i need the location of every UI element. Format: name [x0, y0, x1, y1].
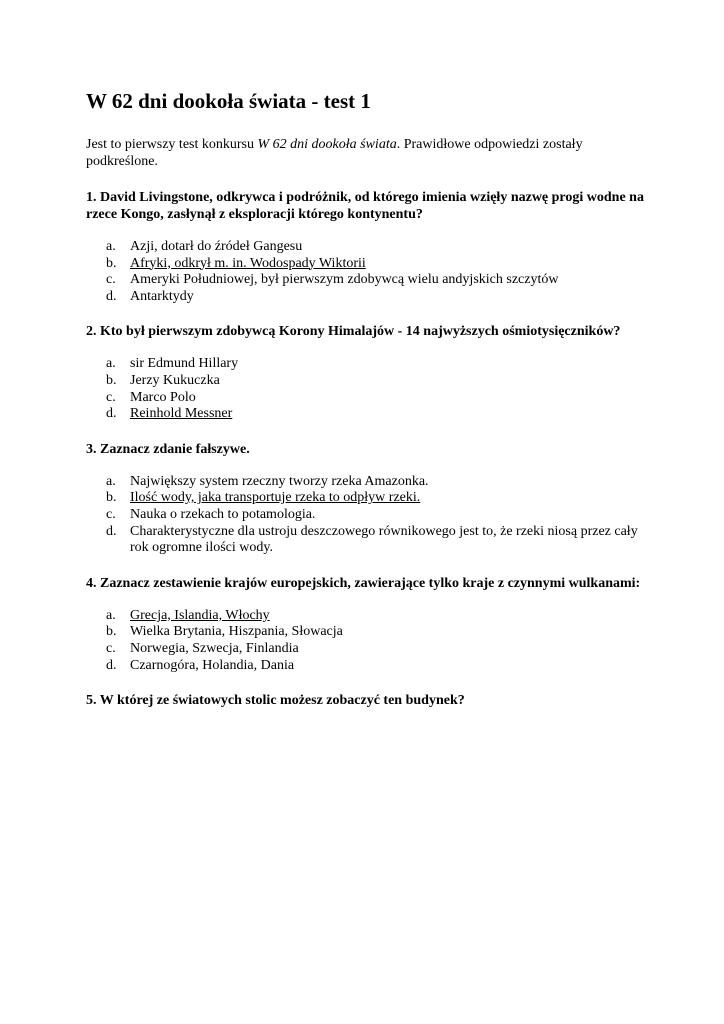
answer-list — [86, 239, 646, 305]
answer-option — [86, 356, 646, 373]
answer-letter: c. — [106, 640, 116, 656]
answer-list — [86, 356, 646, 422]
answer-letter: d. — [106, 523, 117, 539]
answer-text: Czarnogóra, Holandia, Dania — [130, 657, 295, 673]
intro-text-end: . Prawidłowe odpowiedzi zostały podkreślone. — [86, 137, 583, 169]
answer-list — [86, 474, 646, 557]
question-3: 3. Zaznacz zdanie fałszywe. — [86, 441, 250, 457]
answer-letter: c. — [106, 272, 116, 288]
answer-letter: d. — [106, 406, 117, 422]
question-5-number: 5 — [86, 693, 93, 709]
answer-option-correct — [86, 406, 646, 423]
answer-option — [86, 658, 646, 675]
answer-text: Jerzy Kukuczka — [130, 372, 220, 388]
answer-text: Marco Polo — [130, 389, 196, 405]
answer-text: Nauka o rzekach to potamologia. — [130, 506, 316, 522]
questions-list — [86, 189, 646, 674]
answer-option — [86, 624, 646, 641]
answer-text: Grecja, Islandia, Włochy — [130, 607, 270, 623]
answer-letter: a. — [106, 356, 116, 372]
question-4: 4. Zaznacz zestawienie krajów europejskich, zawierające tylko kraje z czynnymi wulkanami: — [86, 575, 641, 591]
intro-text: Jest to pierwszy test konkursu — [86, 137, 258, 152]
document-page — [86, 88, 646, 725]
answer-option — [86, 390, 646, 407]
answer-option-correct — [86, 490, 646, 507]
question-2: 2. Kto był pierwszym zdobywcą Korony Himalajów - 14 najwyższych ośmiotysięczników? — [86, 324, 621, 340]
answer-text: Norwegia, Szwecja, Finlandia — [130, 640, 299, 656]
answer-text: Ilość wody, jaka transportuje rzeka to odpływ rzeki. — [130, 490, 421, 506]
answer-letter: b. — [106, 255, 117, 271]
answer-option — [86, 524, 646, 557]
answer-letter: a. — [106, 239, 116, 254]
answer-letter: d. — [106, 657, 117, 673]
answer-text: Antarktydy — [130, 288, 194, 304]
answer-list — [86, 608, 646, 674]
answer-option-correct — [86, 608, 646, 625]
answer-text: Afryki, odkrył m. in. Wodospady Wiktorii — [130, 255, 366, 271]
answer-text: Reinhold Messner — [130, 406, 233, 422]
answer-text: Ameryki Południowej, był pierwszym zdobywcą wielu andyjskich szczytów — [130, 272, 559, 288]
question-5-text: . W której ze światowych stolic możesz zobaczyć ten budynek? — [93, 693, 465, 709]
answer-text: Największy system rzeczny tworzy rzeka Amazonka. — [130, 473, 429, 489]
answer-letter: c. — [106, 389, 116, 405]
answer-text: Wielka Brytania, Hiszpania, Słowacja — [130, 624, 343, 640]
answer-text: Charakterystyczne dla ustroju deszczowego równikowego jest to, że rzeki niosą przez cały rok ogromne ilości wody. — [130, 523, 638, 556]
answer-option — [86, 507, 646, 524]
answer-letter: b. — [106, 372, 117, 388]
question-1: 1. David Livingstone, odkrywca i podróżnik, od którego imienia wzięły nazwę progi wodne na rzece Kongo, zasłynął z eksploracji którego kontynentu? — [86, 190, 644, 222]
answer-option — [86, 239, 646, 256]
answer-option-correct — [86, 256, 646, 273]
answer-option — [86, 289, 646, 306]
question-5 — [86, 692, 646, 709]
answer-option — [86, 641, 646, 658]
answer-letter: b. — [106, 624, 117, 640]
answer-letter: d. — [106, 288, 117, 304]
answer-letter: c. — [106, 506, 116, 522]
answer-text: Azji, dotarł do źródeł Gangesu — [130, 239, 303, 254]
answer-letter: a. — [106, 473, 116, 489]
page-title: W 62 dni dookoła świata - test 1 — [86, 89, 371, 113]
answer-text: sir Edmund Hillary — [130, 356, 239, 372]
intro-contest-name: W 62 dni dookoła świata — [257, 137, 397, 152]
answer-letter: b. — [106, 490, 117, 506]
answer-option — [86, 373, 646, 390]
answer-option — [86, 272, 646, 289]
intro-paragraph — [86, 136, 646, 170]
answer-letter: a. — [106, 607, 116, 623]
answer-option — [86, 474, 646, 491]
